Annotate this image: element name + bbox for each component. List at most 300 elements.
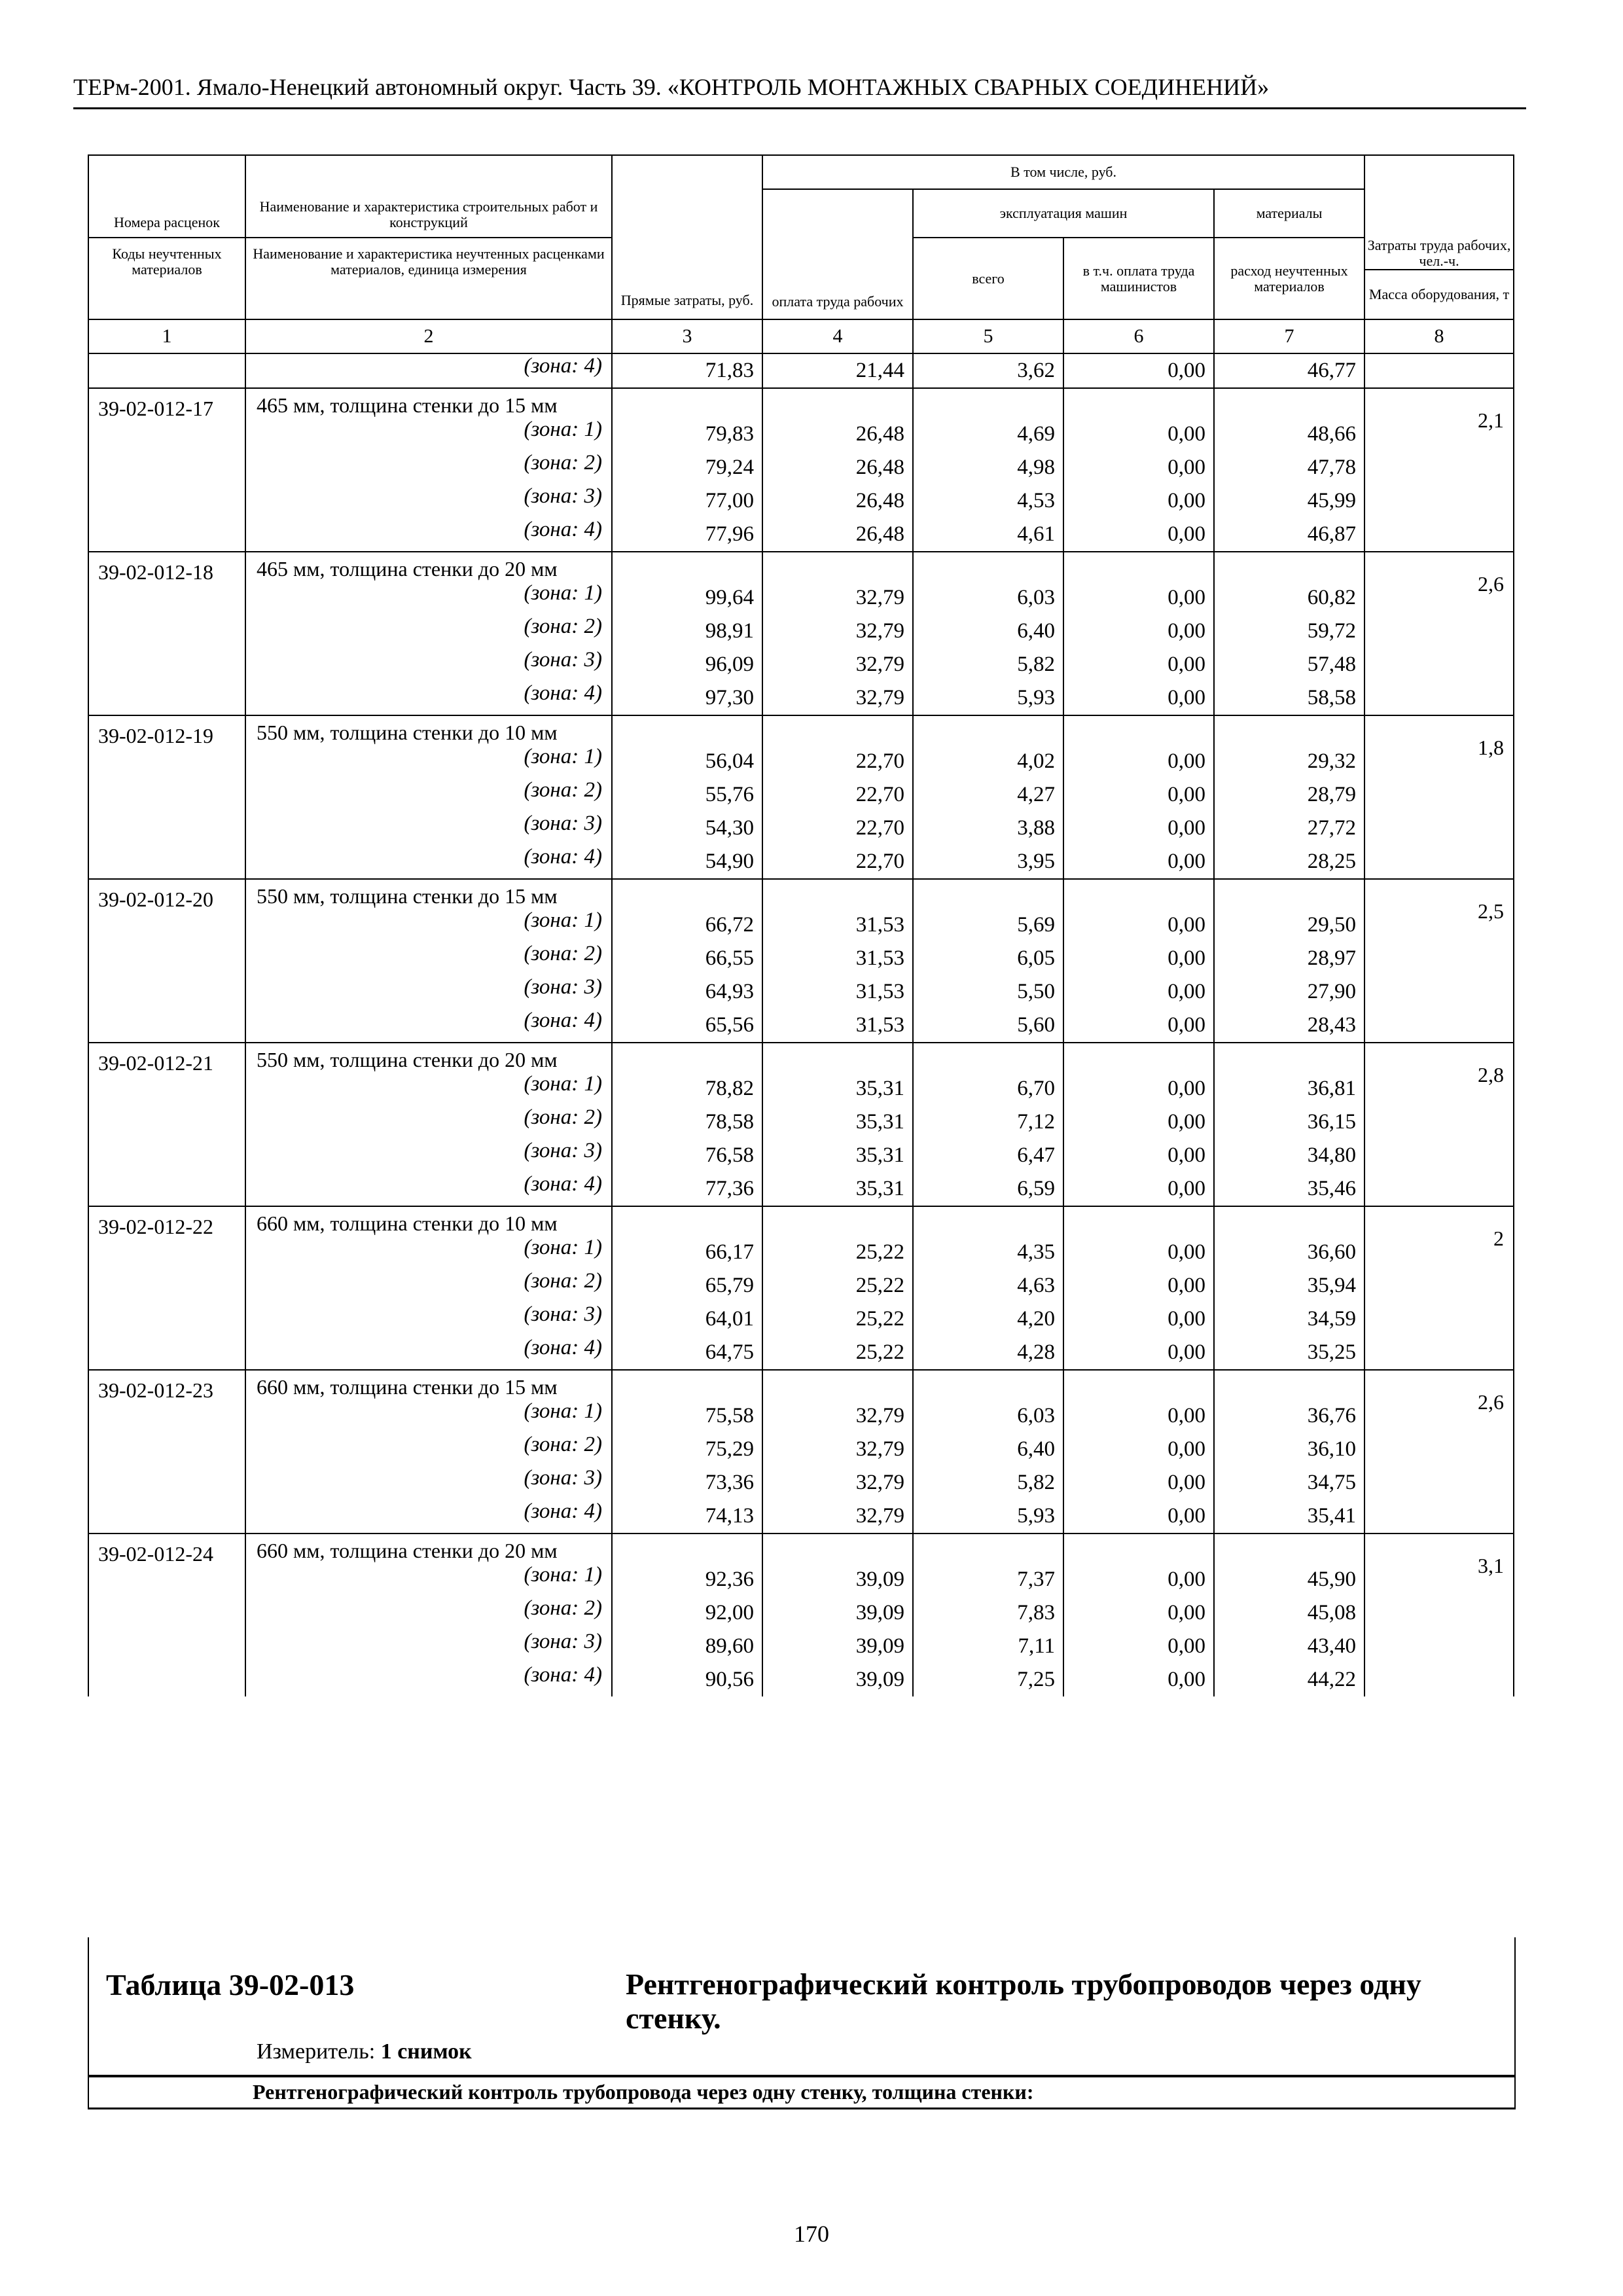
machines-total-value: 6,47 xyxy=(913,1139,1063,1172)
direct-costs-value: 97,30 xyxy=(612,681,762,715)
zone-label: (зона: 3) xyxy=(245,1630,612,1663)
column-number: 1 xyxy=(88,319,245,353)
workers-pay-value: 32,79 xyxy=(762,615,913,648)
zone-label: (зона: 4) xyxy=(245,1172,612,1206)
rate-title: 550 мм, толщина стенки до 15 мм xyxy=(245,879,612,908)
materials-value: 36,76 xyxy=(1214,1399,1364,1433)
zone-row xyxy=(88,1236,1514,1269)
direct-costs-value: 65,56 xyxy=(612,1009,762,1043)
carry-over-row xyxy=(88,353,1514,388)
rate-title: 550 мм, толщина стенки до 10 мм xyxy=(245,715,612,745)
operators-pay-value: 0,00 xyxy=(1063,1236,1214,1269)
workers-pay-value: 32,79 xyxy=(762,1399,913,1433)
unit-value: 1 снимок xyxy=(380,2039,472,2064)
workers-pay-value: 22,70 xyxy=(762,845,913,879)
zone-label: (зона: 1) xyxy=(245,1236,612,1269)
materials-value: 34,75 xyxy=(1214,1466,1364,1499)
zone-row xyxy=(88,1139,1514,1172)
col-rate-numbers: Номера расценок xyxy=(88,155,245,238)
zone-row xyxy=(88,581,1514,615)
direct-costs-value: 71,83 xyxy=(612,353,762,388)
rate-heading-row xyxy=(88,1370,1514,1399)
rate-code: 39-02-012-18 xyxy=(88,552,245,715)
subheading: Рентгенографический контроль трубопровода через одну стенку, толщина стенки: xyxy=(253,2080,1034,2104)
equipment-mass-value: 2,5 xyxy=(1364,879,1514,1043)
zone-label: (зона: 2) xyxy=(245,615,612,648)
operators-pay-value: 0,00 xyxy=(1063,1630,1214,1663)
direct-costs-value: 66,55 xyxy=(612,942,762,975)
operators-pay-value: 0,00 xyxy=(1063,1466,1214,1499)
rate-block xyxy=(88,1534,1514,1696)
col-direct-costs: Прямые затраты, руб. xyxy=(612,155,762,319)
direct-costs-value: 79,83 xyxy=(612,418,762,451)
direct-costs-value: 74,13 xyxy=(612,1499,762,1534)
next-table-name: Рентгенографический контроль трубопроводов через одну стенку. xyxy=(626,1967,1421,2035)
rate-block xyxy=(88,552,1514,715)
zone-row xyxy=(88,745,1514,778)
zone-row xyxy=(88,648,1514,681)
column-number: 6 xyxy=(1063,319,1214,353)
workers-pay-value: 32,79 xyxy=(762,1466,913,1499)
workers-pay-value: 21,44 xyxy=(762,353,913,388)
rate-title: 550 мм, толщина стенки до 20 мм xyxy=(245,1043,612,1072)
rates-table xyxy=(88,154,1514,1696)
machines-total-value: 3,95 xyxy=(913,845,1063,879)
workers-pay-value: 26,48 xyxy=(762,418,913,451)
subheading-row xyxy=(88,2075,1516,2109)
col-operators-pay: в т.ч. оплата труда машинистов xyxy=(1063,238,1214,319)
machines-total-value: 4,69 xyxy=(913,418,1063,451)
zone-row xyxy=(88,681,1514,715)
machines-total-value: 7,83 xyxy=(913,1596,1063,1630)
zone-row xyxy=(88,1663,1514,1696)
direct-costs-value: 77,96 xyxy=(612,518,762,552)
operators-pay-value: 0,00 xyxy=(1063,975,1214,1009)
zone-row xyxy=(88,1499,1514,1534)
operators-pay-value: 0,00 xyxy=(1063,418,1214,451)
machines-total-value: 7,12 xyxy=(913,1105,1063,1139)
machines-total-value: 6,70 xyxy=(913,1072,1063,1105)
operators-pay-value: 0,00 xyxy=(1063,484,1214,518)
workers-pay-value: 32,79 xyxy=(762,648,913,681)
workers-pay-value: 39,09 xyxy=(762,1596,913,1630)
rate-heading-row xyxy=(88,552,1514,581)
rate-heading-row xyxy=(88,715,1514,745)
zone-label: (зона: 4) xyxy=(245,1663,612,1696)
column-number: 4 xyxy=(762,319,913,353)
operators-pay-value: 0,00 xyxy=(1063,1172,1214,1206)
machines-total-value: 5,50 xyxy=(913,975,1063,1009)
machines-total-value: 6,59 xyxy=(913,1172,1063,1206)
machines-total-value: 5,60 xyxy=(913,1009,1063,1043)
operators-pay-value: 0,00 xyxy=(1063,648,1214,681)
workers-pay-value: 25,22 xyxy=(762,1236,913,1269)
rate-code: 39-02-012-19 xyxy=(88,715,245,879)
machines-total-value: 5,82 xyxy=(913,648,1063,681)
direct-costs-value: 76,58 xyxy=(612,1139,762,1172)
direct-costs-value: 64,75 xyxy=(612,1336,762,1370)
zone-row xyxy=(88,418,1514,451)
carry-over-block xyxy=(88,353,1514,388)
column-numbers-row xyxy=(88,319,1514,353)
rate-block xyxy=(88,388,1514,552)
direct-costs-value: 77,00 xyxy=(612,484,762,518)
equipment-mass-value: 2,6 xyxy=(1364,1370,1514,1534)
operators-pay-value: 0,00 xyxy=(1063,1399,1214,1433)
materials-value: 36,81 xyxy=(1214,1072,1364,1105)
zone-row xyxy=(88,1399,1514,1433)
direct-costs-value: 54,30 xyxy=(612,812,762,845)
machines-total-value: 4,63 xyxy=(913,1269,1063,1302)
operators-pay-value: 0,00 xyxy=(1063,1009,1214,1043)
operators-pay-value: 0,00 xyxy=(1063,1663,1214,1696)
direct-costs-value: 99,64 xyxy=(612,581,762,615)
materials-value: 59,72 xyxy=(1214,615,1364,648)
rate-code: 39-02-012-17 xyxy=(88,388,245,552)
col-work-name: Наименование и характеристика строительных работ и конструкций xyxy=(245,155,612,238)
machines-total-value: 4,20 xyxy=(913,1302,1063,1336)
zone-label: (зона: 2) xyxy=(245,1433,612,1466)
zone-row xyxy=(88,1630,1514,1663)
col-labor-costs: Затраты труда рабочих, чел.-ч. xyxy=(1364,238,1514,270)
column-number: 7 xyxy=(1214,319,1364,353)
page-number: 170 xyxy=(794,2221,829,2247)
col-materials: материалы xyxy=(1214,189,1364,238)
machines-total-value: 6,05 xyxy=(913,942,1063,975)
materials-value: 36,10 xyxy=(1214,1433,1364,1466)
zone-label: (зона: 1) xyxy=(245,581,612,615)
rate-title: 465 мм, толщина стенки до 20 мм xyxy=(245,552,612,581)
equipment-mass-value: 2 xyxy=(1364,1206,1514,1370)
machines-total-value: 6,03 xyxy=(913,581,1063,615)
materials-value: 46,87 xyxy=(1214,518,1364,552)
workers-pay-value: 35,31 xyxy=(762,1172,913,1206)
zone-label: (зона: 4) xyxy=(245,845,612,879)
zone-label: (зона: 2) xyxy=(245,451,612,484)
workers-pay-value: 26,48 xyxy=(762,451,913,484)
zone-label: (зона: 1) xyxy=(245,1563,612,1596)
materials-value: 36,60 xyxy=(1214,1236,1364,1269)
zone-row xyxy=(88,451,1514,484)
rate-code: 39-02-012-22 xyxy=(88,1206,245,1370)
workers-pay-value: 32,79 xyxy=(762,581,913,615)
workers-pay-value: 35,31 xyxy=(762,1105,913,1139)
workers-pay-value: 25,22 xyxy=(762,1302,913,1336)
materials-value: 35,41 xyxy=(1214,1499,1364,1534)
column-number: 5 xyxy=(913,319,1063,353)
next-table-title: Таблица 39-02-013 xyxy=(106,1968,355,2001)
workers-pay-value: 32,79 xyxy=(762,1499,913,1534)
direct-costs-value: 55,76 xyxy=(612,778,762,812)
column-number: 2 xyxy=(245,319,612,353)
operators-pay-value: 0,00 xyxy=(1063,778,1214,812)
workers-pay-value: 25,22 xyxy=(762,1336,913,1370)
operators-pay-value: 0,00 xyxy=(1063,908,1214,942)
rate-title: 660 мм, толщина стенки до 10 мм xyxy=(245,1206,612,1236)
direct-costs-value: 78,58 xyxy=(612,1105,762,1139)
machines-total-value: 7,25 xyxy=(913,1663,1063,1696)
table-header xyxy=(88,155,1514,353)
workers-pay-value: 31,53 xyxy=(762,1009,913,1043)
operators-pay-value: 0,00 xyxy=(1063,1105,1214,1139)
equipment-mass-value: 2,1 xyxy=(1364,388,1514,552)
workers-pay-value: 26,48 xyxy=(762,484,913,518)
operators-pay-value: 0,00 xyxy=(1063,451,1214,484)
zone-row xyxy=(88,1172,1514,1206)
machines-total-value: 6,40 xyxy=(913,1433,1063,1466)
rate-heading-row xyxy=(88,879,1514,908)
machines-total-value: 6,40 xyxy=(913,615,1063,648)
zone-label: (зона: 3) xyxy=(245,1302,612,1336)
direct-costs-value: 66,72 xyxy=(612,908,762,942)
header-divider xyxy=(73,107,1526,109)
rate-title: 465 мм, толщина стенки до 15 мм xyxy=(245,388,612,418)
operators-pay-value: 0,00 xyxy=(1063,1499,1214,1534)
zone-label: (зона: 2) xyxy=(245,1269,612,1302)
machines-total-value: 5,93 xyxy=(913,681,1063,715)
zone-label: (зона: 3) xyxy=(245,812,612,845)
equipment-mass-value: 2,6 xyxy=(1364,552,1514,715)
zone-label: (зона: 1) xyxy=(245,1072,612,1105)
machines-total-value: 5,69 xyxy=(913,908,1063,942)
workers-pay-value: 35,31 xyxy=(762,1072,913,1105)
zone-label: (зона: 2) xyxy=(245,1596,612,1630)
operators-pay-value: 0,00 xyxy=(1063,845,1214,879)
zone-label: (зона: 3) xyxy=(245,1466,612,1499)
zone-label: (зона: 2) xyxy=(245,942,612,975)
zone-row xyxy=(88,1105,1514,1139)
zone-label: (зона: 1) xyxy=(245,418,612,451)
zone-label: (зона: 2) xyxy=(245,1105,612,1139)
materials-value: 36,15 xyxy=(1214,1105,1364,1139)
zone-label: (зона: 3) xyxy=(245,648,612,681)
zone-label: (зона: 2) xyxy=(245,778,612,812)
zone-row xyxy=(88,942,1514,975)
rates-table-wrapper xyxy=(88,154,1513,1696)
rate-heading-row xyxy=(88,1206,1514,1236)
materials-value: 58,58 xyxy=(1214,681,1364,715)
workers-pay-value: 39,09 xyxy=(762,1630,913,1663)
rate-heading-row xyxy=(88,388,1514,418)
zone-label: (зона: 4) xyxy=(245,353,612,388)
workers-pay-value: 26,48 xyxy=(762,518,913,552)
zone-row xyxy=(88,1336,1514,1370)
zone-label: (зона: 3) xyxy=(245,484,612,518)
operators-pay-value: 0,00 xyxy=(1063,518,1214,552)
materials-value: 47,78 xyxy=(1214,451,1364,484)
rate-block xyxy=(88,1043,1514,1206)
workers-pay-value: 39,09 xyxy=(762,1563,913,1596)
col-machines-total: всего xyxy=(913,238,1063,319)
rate-block xyxy=(88,1206,1514,1370)
machines-total-value: 4,61 xyxy=(913,518,1063,552)
materials-value: 35,25 xyxy=(1214,1336,1364,1370)
materials-value: 44,22 xyxy=(1214,1663,1364,1696)
rate-title: 660 мм, толщина стенки до 20 мм xyxy=(245,1534,612,1563)
col-including: В том числе, руб. xyxy=(762,155,1364,189)
materials-value: 28,97 xyxy=(1214,942,1364,975)
materials-value: 27,90 xyxy=(1214,975,1364,1009)
operators-pay-value: 0,00 xyxy=(1063,942,1214,975)
direct-costs-value: 79,24 xyxy=(612,451,762,484)
zone-row xyxy=(88,1466,1514,1499)
workers-pay-value: 22,70 xyxy=(762,778,913,812)
zone-row xyxy=(88,1009,1514,1043)
workers-pay-value: 22,70 xyxy=(762,745,913,778)
table-section-footer xyxy=(88,1937,1516,2077)
direct-costs-value: 92,36 xyxy=(612,1563,762,1596)
machines-total-value: 7,11 xyxy=(913,1630,1063,1663)
running-header: ТЕРм-2001. Ямало-Ненецкий автономный округ. Часть 39. «КОНТРОЛЬ МОНТАЖНЫХ СВАРНЫХ СОЕДИНЕНИЙ» xyxy=(73,74,1270,100)
materials-value: 27,72 xyxy=(1214,812,1364,845)
workers-pay-value: 35,31 xyxy=(762,1139,913,1172)
machines-total-value: 5,93 xyxy=(913,1499,1063,1534)
operators-pay-value: 0,00 xyxy=(1063,812,1214,845)
operators-pay-value: 0,00 xyxy=(1063,581,1214,615)
workers-pay-value: 22,70 xyxy=(762,812,913,845)
col-equipment-mass: Масса оборудования, т xyxy=(1364,270,1514,319)
rate-code: 39-02-012-23 xyxy=(88,1370,245,1534)
zone-row xyxy=(88,1433,1514,1466)
workers-pay-value: 39,09 xyxy=(762,1663,913,1696)
col-unaccounted-name: Наименование и характеристика неучтенных расценками материалов, единица измерения xyxy=(245,238,612,319)
rate-block xyxy=(88,715,1514,879)
zone-row xyxy=(88,778,1514,812)
machines-total-value: 3,62 xyxy=(913,353,1063,388)
materials-value: 48,66 xyxy=(1214,418,1364,451)
materials-value: 28,25 xyxy=(1214,845,1364,879)
zone-label: (зона: 4) xyxy=(245,1336,612,1370)
workers-pay-value: 25,22 xyxy=(762,1269,913,1302)
materials-value: 60,82 xyxy=(1214,581,1364,615)
zone-row xyxy=(88,615,1514,648)
machines-total-value: 4,35 xyxy=(913,1236,1063,1269)
rate-block xyxy=(88,1370,1514,1534)
machines-total-value: 4,53 xyxy=(913,484,1063,518)
unit-label: Измеритель: xyxy=(257,2039,376,2064)
direct-costs-value: 77,36 xyxy=(612,1172,762,1206)
workers-pay-value: 31,53 xyxy=(762,975,913,1009)
materials-value: 34,80 xyxy=(1214,1139,1364,1172)
materials-value: 45,08 xyxy=(1214,1596,1364,1630)
operators-pay-value: 0,00 xyxy=(1063,1433,1214,1466)
rate-code: 39-02-012-24 xyxy=(88,1534,245,1696)
materials-value: 46,77 xyxy=(1214,353,1364,388)
zone-row xyxy=(88,1596,1514,1630)
machines-total-value: 4,98 xyxy=(913,451,1063,484)
zone-label: (зона: 1) xyxy=(245,745,612,778)
rate-heading-row xyxy=(88,1534,1514,1563)
rate-code: 39-02-012-21 xyxy=(88,1043,245,1206)
equipment-mass-value: 1,8 xyxy=(1364,715,1514,879)
machines-total-value: 5,82 xyxy=(913,1466,1063,1499)
operators-pay-value: 0,00 xyxy=(1063,1563,1214,1596)
workers-pay-value: 32,79 xyxy=(762,1433,913,1466)
zone-row xyxy=(88,1563,1514,1596)
materials-value: 45,99 xyxy=(1214,484,1364,518)
zone-row xyxy=(88,518,1514,552)
machines-total-value: 4,27 xyxy=(913,778,1063,812)
direct-costs-value: 54,90 xyxy=(612,845,762,879)
zone-row xyxy=(88,484,1514,518)
rate-heading-row xyxy=(88,1043,1514,1072)
materials-value: 57,48 xyxy=(1214,648,1364,681)
operators-pay-value: 0,00 xyxy=(1063,615,1214,648)
measurement-unit xyxy=(257,2039,472,2064)
operators-pay-value: 0,00 xyxy=(1063,1072,1214,1105)
workers-pay-value: 32,79 xyxy=(762,681,913,715)
operators-pay-value: 0,00 xyxy=(1063,1139,1214,1172)
zone-row xyxy=(88,1072,1514,1105)
direct-costs-value: 78,82 xyxy=(612,1072,762,1105)
zone-label: (зона: 4) xyxy=(245,518,612,552)
rate-code: 39-02-012-20 xyxy=(88,879,245,1043)
operators-pay-value: 0,00 xyxy=(1063,1302,1214,1336)
materials-value: 28,43 xyxy=(1214,1009,1364,1043)
direct-costs-value: 56,04 xyxy=(612,745,762,778)
direct-costs-value: 65,79 xyxy=(612,1269,762,1302)
materials-value: 45,90 xyxy=(1214,1563,1364,1596)
workers-pay-value: 31,53 xyxy=(762,908,913,942)
machines-total-value: 3,88 xyxy=(913,812,1063,845)
machines-total-value: 4,28 xyxy=(913,1336,1063,1370)
rate-title: 660 мм, толщина стенки до 15 мм xyxy=(245,1370,612,1399)
materials-value: 35,94 xyxy=(1214,1269,1364,1302)
direct-costs-value: 75,58 xyxy=(612,1399,762,1433)
zone-label: (зона: 1) xyxy=(245,908,612,942)
col-machine-operation: эксплуатация машин xyxy=(913,189,1214,238)
zone-row xyxy=(88,1269,1514,1302)
zone-row xyxy=(88,975,1514,1009)
zone-row xyxy=(88,1302,1514,1336)
equipment-mass-value: 2,8 xyxy=(1364,1043,1514,1206)
operators-pay-value: 0,00 xyxy=(1063,353,1214,388)
workers-pay-value: 31,53 xyxy=(762,942,913,975)
materials-value: 34,59 xyxy=(1214,1302,1364,1336)
operators-pay-value: 0,00 xyxy=(1063,681,1214,715)
operators-pay-value: 0,00 xyxy=(1063,1596,1214,1630)
zone-label: (зона: 3) xyxy=(245,975,612,1009)
materials-value: 29,32 xyxy=(1214,745,1364,778)
zone-label: (зона: 3) xyxy=(245,1139,612,1172)
materials-value: 35,46 xyxy=(1214,1172,1364,1206)
materials-value: 43,40 xyxy=(1214,1630,1364,1663)
direct-costs-value: 89,60 xyxy=(612,1630,762,1663)
zone-label: (зона: 4) xyxy=(245,681,612,715)
zone-row xyxy=(88,812,1514,845)
col-workers-pay: оплата труда рабочих xyxy=(762,189,913,319)
materials-value: 29,50 xyxy=(1214,908,1364,942)
rate-block xyxy=(88,879,1514,1043)
materials-value: 28,79 xyxy=(1214,778,1364,812)
zone-row xyxy=(88,908,1514,942)
operators-pay-value: 0,00 xyxy=(1063,745,1214,778)
operators-pay-value: 0,00 xyxy=(1063,1336,1214,1370)
direct-costs-value: 98,91 xyxy=(612,615,762,648)
operators-pay-value: 0,00 xyxy=(1063,1269,1214,1302)
direct-costs-value: 73,36 xyxy=(612,1466,762,1499)
col-unaccounted-codes: Коды неучтенных материалов xyxy=(88,238,245,319)
direct-costs-value: 96,09 xyxy=(612,648,762,681)
machines-total-value: 7,37 xyxy=(913,1563,1063,1596)
direct-costs-value: 75,29 xyxy=(612,1433,762,1466)
direct-costs-value: 92,00 xyxy=(612,1596,762,1630)
zone-label: (зона: 1) xyxy=(245,1399,612,1433)
direct-costs-value: 64,01 xyxy=(612,1302,762,1336)
zone-label: (зона: 4) xyxy=(245,1499,612,1534)
machines-total-value: 6,03 xyxy=(913,1399,1063,1433)
direct-costs-value: 90,56 xyxy=(612,1663,762,1696)
